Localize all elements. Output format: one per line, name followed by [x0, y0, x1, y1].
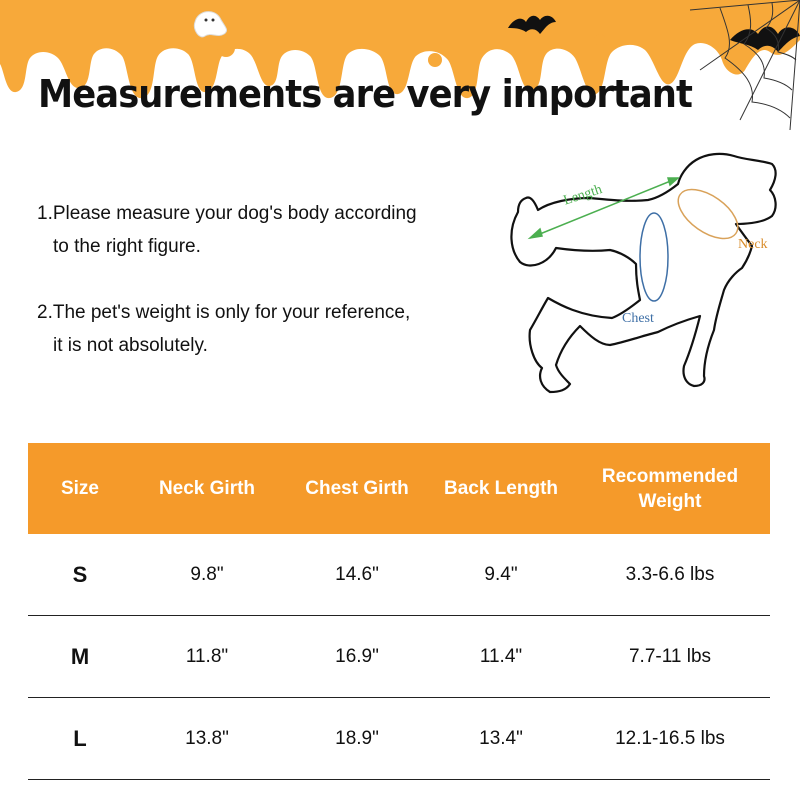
header-back-length: Back Length	[443, 478, 559, 499]
header-size: Size	[60, 478, 100, 499]
cell-chest-girth: 14.6"	[335, 563, 379, 585]
instruction-1-line2: to the right figure.	[53, 236, 201, 257]
table-header	[28, 443, 770, 534]
table-row	[28, 698, 770, 780]
cell-neck-girth: 13.8"	[185, 727, 229, 749]
instruction-1	[37, 197, 417, 263]
length-arrow	[530, 178, 678, 238]
cell-neck-girth: 9.8"	[190, 563, 224, 585]
cell-weight: 3.3-6.6 lbs	[625, 563, 715, 585]
chest-label: Chest	[622, 311, 654, 326]
header-weight-line1: Recommended	[601, 465, 739, 487]
header-recommended-weight	[570, 464, 770, 514]
chest-girth-ellipse	[640, 213, 668, 301]
instruction-2-line2: it is not absolutely.	[53, 335, 208, 356]
cell-size: L	[73, 725, 87, 751]
cell-chest-girth: 18.9"	[335, 727, 379, 749]
table-row	[28, 534, 770, 616]
cell-back-length: 13.4"	[479, 727, 523, 749]
instruction-2	[37, 296, 410, 362]
instruction-2-line1: 2.The pet's weight is only for your reference,	[37, 302, 411, 323]
neck-girth-ellipse	[670, 180, 746, 248]
dog-measurement-figure	[490, 140, 800, 400]
cell-weight: 7.7-11 lbs	[628, 645, 712, 667]
cell-back-length: 9.4"	[484, 563, 518, 585]
cell-size: S	[72, 561, 88, 587]
header-chest-girth: Chest Girth	[305, 478, 409, 499]
instruction-1-line1: 1.Please measure your dog's body according	[37, 203, 417, 224]
table-row	[28, 616, 770, 698]
length-label: Length	[561, 182, 605, 209]
dog-outline	[511, 154, 775, 392]
cell-neck-girth: 11.8"	[185, 645, 229, 667]
page-title: Measurements are very important	[38, 72, 692, 116]
header-neck-girth: Neck Girth	[158, 478, 256, 499]
cell-weight: 12.1-16.5 lbs	[615, 727, 725, 749]
halloween-drip-decoration	[0, 0, 800, 140]
cell-back-length: 11.4"	[479, 645, 523, 667]
cell-chest-girth: 16.9"	[335, 645, 379, 667]
size-chart-table	[28, 443, 770, 780]
cell-size: M	[70, 643, 90, 669]
header-weight-line2: Weight	[638, 490, 702, 512]
neck-label: Neck	[738, 237, 768, 252]
